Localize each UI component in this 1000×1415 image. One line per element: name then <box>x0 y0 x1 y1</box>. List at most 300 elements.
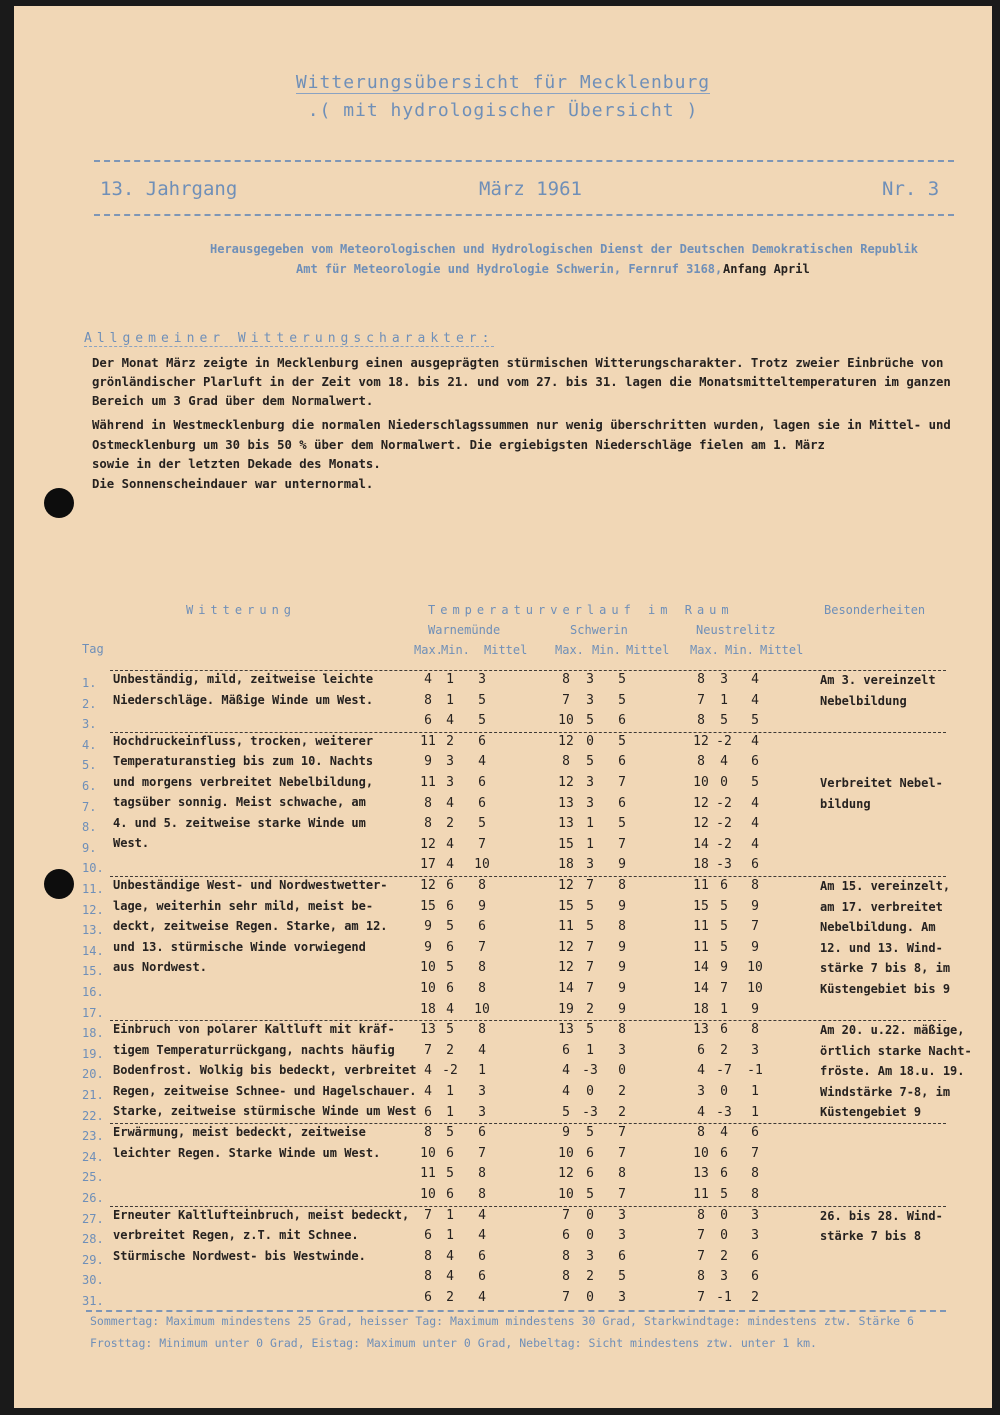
group-separator <box>110 876 946 877</box>
temp-value: 8 <box>751 878 759 893</box>
besonderheit-line: 26. bis 28. Wind- <box>820 1208 943 1223</box>
temp-value: 7 <box>697 1248 705 1264</box>
temp-value: 8 <box>424 816 432 832</box>
temp-value: 5 <box>446 960 454 976</box>
day-label: 17. <box>82 1005 104 1020</box>
temp-value: 6 <box>751 1125 759 1141</box>
besonderheit-line: Küstengebiet 9 <box>820 1105 922 1120</box>
temp-value: 7 <box>618 1145 626 1161</box>
temp-value: -2 <box>716 816 732 832</box>
temp-value: 12 <box>420 836 436 852</box>
temp-value: 6 <box>720 1145 728 1161</box>
temp-value: 6 <box>751 1269 759 1285</box>
temp-value: 8 <box>562 1248 570 1264</box>
besonderheit-line: Nebelbildung <box>820 693 907 708</box>
temp-value: 7 <box>586 960 594 976</box>
day-label: 23. <box>82 1129 104 1144</box>
temp-value: 8 <box>478 878 486 893</box>
temp-value: 0 <box>586 1084 594 1099</box>
temp-value: 7 <box>618 1125 626 1141</box>
temp-value: 1 <box>720 692 728 708</box>
publisher-line-1: Herausgegeben vom Meteorologischen und Hydrologischen Dienst der Deutschen Demokratischen Republik <box>210 242 919 256</box>
temp-value: 5 <box>618 816 626 832</box>
temp-value: 14 <box>693 981 709 996</box>
punch-hole <box>44 869 74 899</box>
temp-value: 6 <box>720 1022 728 1038</box>
subcol-min: Min. <box>441 643 470 657</box>
col-witterung: Witterung <box>186 603 297 617</box>
temp-value: 3 <box>751 1042 759 1058</box>
temp-value: 5 <box>446 1166 454 1182</box>
temp-value: 7 <box>586 939 594 955</box>
temp-value: 3 <box>618 1207 626 1223</box>
temp-value: 9 <box>424 754 432 770</box>
temp-value: 3 <box>751 1228 759 1244</box>
day-label: 19. <box>82 1046 104 1061</box>
temp-value: 9 <box>424 919 432 935</box>
temp-value: 5 <box>720 1187 728 1202</box>
temp-value: 6 <box>446 981 454 996</box>
temp-value: 3 <box>586 795 594 811</box>
temp-value: 6 <box>424 1228 432 1244</box>
day-label: 31. <box>82 1294 104 1308</box>
weather-description-line: West. <box>113 836 150 851</box>
temp-value: 7 <box>697 1228 705 1244</box>
general-line: grönländischer Plarluft in der Zeit vom 18. bis 21. und vom 27. bis 31. lagen die Monatsmitteltemperaturen im ganzen <box>92 375 951 389</box>
temp-value: 8 <box>697 1207 705 1223</box>
temp-value: 18 <box>420 1001 436 1017</box>
day-label: 30. <box>82 1273 104 1288</box>
besonderheit-line: örtlich starke Nacht- <box>820 1043 972 1058</box>
temp-value: 10 <box>747 960 763 976</box>
weather-description-line: lage, weiterhin sehr mild, meist be- <box>113 898 374 913</box>
col-tag: Tag <box>82 642 104 656</box>
temp-value: 8 <box>562 672 570 687</box>
temp-value: 4 <box>751 672 759 687</box>
temp-value: -2 <box>716 836 732 852</box>
temp-value: 8 <box>478 1022 486 1038</box>
temp-value: 3 <box>446 754 454 770</box>
temp-value: 13 <box>558 1022 574 1038</box>
temp-value: 4 <box>424 1063 432 1079</box>
temp-value: 7 <box>562 1207 570 1223</box>
day-label: 5. <box>82 758 97 773</box>
temp-value: 7 <box>424 1042 432 1058</box>
temp-value: 2 <box>618 1104 626 1120</box>
temp-value: 9 <box>618 981 626 996</box>
temp-value: 10 <box>420 981 436 996</box>
temp-value: 6 <box>478 1248 486 1264</box>
temp-value: 8 <box>697 713 705 729</box>
temp-value: 4 <box>751 795 759 811</box>
temp-value: 7 <box>720 981 728 996</box>
temp-value: 3 <box>446 775 454 790</box>
temp-value: 15 <box>558 836 574 852</box>
temp-value: 4 <box>697 1104 705 1120</box>
temp-value: 10 <box>693 1145 709 1161</box>
temp-value: 2 <box>751 1290 759 1305</box>
temp-value: 4 <box>478 1290 486 1305</box>
day-label: 4. <box>82 737 97 752</box>
subcol-min: Min. <box>592 643 621 657</box>
temp-value: 8 <box>618 878 626 893</box>
publisher-line-2: Amt für Meteorologie und Hydrologie Schwerin, Fernruf 3168, <box>296 262 723 276</box>
temp-value: 8 <box>697 754 705 770</box>
station-neustrelitz: Neustrelitz <box>696 623 776 637</box>
temp-value: 5 <box>618 672 626 687</box>
temp-value: 9 <box>618 1001 626 1017</box>
temp-value: 5 <box>618 733 626 749</box>
temp-value: 4 <box>446 713 454 729</box>
temp-value: 1 <box>446 1104 454 1120</box>
temp-value: 2 <box>446 1290 454 1305</box>
temp-value: 5 <box>720 898 728 914</box>
temp-value: 3 <box>478 672 486 687</box>
temp-value: 5 <box>446 1022 454 1038</box>
temp-value: 4 <box>562 1084 570 1099</box>
temp-value: 18 <box>693 857 709 873</box>
temp-value: 2 <box>586 1269 594 1285</box>
footer-line-2: Frosttag: Minimum unter 0 Grad, Eistag: Maximum unter 0 Grad, Nebeltag: Sicht mindestens ztw. unter 1 km. <box>90 1336 817 1350</box>
temp-value: 5 <box>446 919 454 935</box>
temp-value: 2 <box>446 816 454 832</box>
temp-value: 11 <box>558 919 574 935</box>
temp-value: 10 <box>747 981 763 996</box>
day-label: 24. <box>82 1149 104 1164</box>
temp-value: 9 <box>751 939 759 955</box>
besonderheit-line: stärke 7 bis 8 <box>820 1229 922 1244</box>
temp-value: 4 <box>446 1248 454 1264</box>
station-warnemuende: Warnemünde <box>428 623 501 637</box>
temp-value: 9 <box>751 898 759 914</box>
temp-value: 6 <box>446 878 454 893</box>
temp-value: -3 <box>716 1104 732 1120</box>
temp-value: -2 <box>442 1063 458 1079</box>
temp-value: 3 <box>586 857 594 873</box>
temp-value: 4 <box>478 1207 486 1223</box>
temp-value: 9 <box>478 898 486 914</box>
subcol-mittel: Mittel <box>760 643 804 657</box>
temp-value: 7 <box>618 836 626 852</box>
temp-value: 4 <box>720 754 728 770</box>
weather-description-line: und morgens verbreitet Nebelbildung, <box>113 774 374 789</box>
temp-value: 13 <box>693 1166 709 1182</box>
temp-value: 6 <box>618 1248 626 1264</box>
temp-value: 6 <box>618 795 626 811</box>
temp-value: 6 <box>562 1042 570 1058</box>
temp-value: 10 <box>420 1145 436 1161</box>
temp-value: 5 <box>586 898 594 914</box>
temp-value: 0 <box>720 775 728 790</box>
temp-value: 11 <box>693 919 709 935</box>
weather-description-line: verbreitet Regen, z.T. mit Schnee. <box>113 1228 359 1243</box>
temp-value: 14 <box>693 960 709 976</box>
temp-value: -3 <box>582 1104 598 1120</box>
temp-value: 5 <box>720 939 728 955</box>
temp-value: 0 <box>720 1084 728 1099</box>
punch-hole <box>44 488 74 518</box>
besonderheit-line: Verbreitet Nebel- <box>820 776 943 790</box>
temp-value: 1 <box>446 672 454 687</box>
temp-value: 8 <box>618 919 626 935</box>
temp-value: 7 <box>697 692 705 708</box>
temp-value: 15 <box>693 898 709 914</box>
temp-value: 5 <box>586 713 594 729</box>
temp-value: 3 <box>720 1269 728 1285</box>
weather-description-line: Regen, zeitweise Schnee- und Hagelschauer. <box>113 1083 417 1098</box>
temp-value: 12 <box>693 816 709 832</box>
temp-value: 3 <box>751 1207 759 1223</box>
besonderheit-line: stärke 7 bis 8, im <box>820 961 951 975</box>
temp-value: -3 <box>582 1063 598 1079</box>
temp-value: 12 <box>558 878 574 893</box>
temp-value: 4 <box>446 795 454 811</box>
document-subtitle: .( mit hydrologischer Übersicht ) <box>307 100 699 121</box>
temp-value: 4 <box>446 1001 454 1017</box>
temp-value: 1 <box>720 1001 728 1017</box>
temp-value: 8 <box>424 795 432 811</box>
station-schwerin: Schwerin <box>570 623 628 637</box>
temp-value: 11 <box>693 939 709 955</box>
temp-value: 3 <box>586 1248 594 1264</box>
group-separator <box>110 1123 946 1124</box>
temp-value: 4 <box>424 672 432 687</box>
day-label: 21. <box>82 1088 104 1102</box>
temp-value: 5 <box>586 1125 594 1141</box>
temp-value: 6 <box>478 1269 486 1285</box>
temp-value: 6 <box>424 713 432 729</box>
temp-value: 4 <box>697 1063 705 1079</box>
temp-value: 3 <box>586 672 594 687</box>
weather-description-line: deckt, zeitweise Regen. Starke, am 12. <box>113 919 388 933</box>
group-separator <box>110 670 946 671</box>
temp-value: 13 <box>558 816 574 832</box>
temp-value: 4 <box>478 1228 486 1244</box>
day-label: 7. <box>82 799 97 814</box>
weather-description-line: leichter Regen. Starke Winde um West. <box>113 1145 381 1160</box>
temp-value: 8 <box>751 1187 759 1202</box>
day-label: 3. <box>82 717 97 732</box>
day-label: 1. <box>82 676 97 690</box>
temp-value: 12 <box>558 960 574 976</box>
temp-value: 9 <box>618 939 626 955</box>
subcol-mittel: Mittel <box>484 643 528 657</box>
temp-value: 1 <box>586 836 594 852</box>
document-title: Witterungsübersicht für Mecklenburg <box>295 72 711 93</box>
issue-date: Anfang April <box>723 262 810 276</box>
temp-value: 5 <box>720 713 728 729</box>
temp-value: 5 <box>586 919 594 935</box>
weather-description-line: Niederschläge. Mäßige Winde um West. <box>113 692 374 707</box>
divider <box>94 214 954 216</box>
besonderheit-line: bildung <box>820 796 871 811</box>
temp-value: 1 <box>586 1042 594 1058</box>
temp-value: 18 <box>693 1001 709 1017</box>
general-heading: Allgemeiner Witterungscharakter: <box>84 331 495 346</box>
temp-value: 3 <box>618 1290 626 1305</box>
weather-description-line: Erneuter Kaltlufteinbruch, meist bedeckt, <box>113 1207 410 1222</box>
general-line: sowie in der letzten Dekade des Monats. <box>92 457 381 471</box>
temp-value: 8 <box>751 1166 759 1182</box>
temp-value: 1 <box>751 1084 759 1099</box>
general-line: Während in Westmecklenburg die normalen Niederschlagssummen nur wenig überschritten wurden, lagen sie in Mittel- und <box>92 418 951 432</box>
temp-value: 8 <box>562 1269 570 1285</box>
temp-value: 9 <box>618 960 626 976</box>
subcol-max: Max. <box>414 643 443 657</box>
col-besonderheiten: Besonderheiten <box>824 603 926 617</box>
temp-value: 6 <box>562 1228 570 1244</box>
temp-value: 12 <box>558 939 574 955</box>
temp-value: 6 <box>424 1104 432 1120</box>
temp-value: 3 <box>618 1228 626 1244</box>
temp-value: 11 <box>420 775 436 790</box>
general-line: Bereich um 3 Grad über dem Normalwert. <box>92 394 374 408</box>
temp-value: 1 <box>446 692 454 708</box>
temp-value: 8 <box>424 1269 432 1285</box>
weather-description-line: Unbeständig, mild, zeitweise leichte <box>113 672 374 686</box>
temp-value: 0 <box>586 1290 594 1305</box>
temp-value: 8 <box>697 1269 705 1285</box>
subcol-min: Min. <box>725 643 754 657</box>
temp-value: 5 <box>618 1269 626 1285</box>
issue-number: Nr. 3 <box>882 178 940 200</box>
temp-value: 12 <box>693 733 709 749</box>
divider <box>86 1310 946 1312</box>
temp-value: 8 <box>751 1022 759 1038</box>
temp-value: 4 <box>562 1063 570 1079</box>
temp-value: 2 <box>446 733 454 749</box>
temp-value: 12 <box>420 878 436 893</box>
temp-value: 7 <box>751 1145 759 1161</box>
temp-value: 4 <box>751 733 759 749</box>
weather-description-line: tigem Temperaturrückgang, nachts häufig <box>113 1042 395 1057</box>
temp-value: 7 <box>478 939 486 955</box>
temp-value: 0 <box>586 1228 594 1244</box>
group-separator <box>110 1020 946 1021</box>
temp-value: 5 <box>478 816 486 832</box>
temp-value: 6 <box>478 733 486 749</box>
divider <box>94 160 954 162</box>
day-label: 6. <box>82 779 97 793</box>
weather-description-line: 4. und 5. zeitweise starke Winde um <box>113 815 366 830</box>
temp-value: 11 <box>693 878 709 893</box>
temp-value: 8 <box>618 1022 626 1038</box>
day-label: 9. <box>82 840 97 855</box>
temp-value: 6 <box>751 1248 759 1264</box>
temp-value: 13 <box>558 795 574 811</box>
temp-value: 13 <box>693 1022 709 1038</box>
temp-value: 8 <box>478 960 486 976</box>
day-label: 12. <box>82 902 104 917</box>
document-page <box>14 6 992 1408</box>
temp-value: 10 <box>558 713 574 729</box>
general-line: Ostmecklenburg um 30 bis 50 % über dem Normalwert. Die ergiebigsten Niederschläge fielen am 1. März <box>92 438 825 452</box>
subcol-mittel: Mittel <box>626 643 670 657</box>
temp-value: 5 <box>751 713 759 729</box>
temp-value: 8 <box>697 672 705 687</box>
temp-value: 1 <box>446 1228 454 1244</box>
day-label: 20. <box>82 1067 104 1082</box>
temp-value: 12 <box>558 1166 574 1182</box>
temp-value: 19 <box>558 1001 574 1017</box>
temp-value: 2 <box>720 1248 728 1264</box>
temp-value: 5 <box>586 1187 594 1202</box>
temp-value: 7 <box>562 1290 570 1305</box>
temp-value: 1 <box>478 1063 486 1079</box>
temp-value: 12 <box>558 775 574 790</box>
group-separator <box>110 732 946 733</box>
weather-description-line: und 13. stürmische Winde vorwiegend <box>113 939 366 954</box>
temp-value: 15 <box>558 898 574 914</box>
temp-value: 6 <box>446 1187 454 1202</box>
temp-value: 6 <box>478 795 486 811</box>
temp-value: -2 <box>716 733 732 749</box>
temp-value: 4 <box>424 1084 432 1099</box>
day-label: 25. <box>82 1170 104 1185</box>
temp-value: 7 <box>618 775 626 790</box>
temp-value: 8 <box>478 981 486 996</box>
temp-value: 10 <box>558 1187 574 1202</box>
day-label: 11. <box>82 882 104 896</box>
temp-value: 8 <box>424 1125 432 1141</box>
temp-value: 6 <box>751 754 759 770</box>
besonderheit-line: Küstengebiet bis 9 <box>820 981 951 996</box>
temp-value: 12 <box>558 733 574 749</box>
temp-value: 6 <box>424 1290 432 1305</box>
temp-value: 8 <box>478 1187 486 1202</box>
day-label: 29. <box>82 1252 104 1267</box>
temp-value: 6 <box>446 898 454 914</box>
temp-value: 11 <box>420 1166 436 1182</box>
temp-value: -2 <box>716 795 732 811</box>
temp-value: 6 <box>618 713 626 729</box>
temp-value: 10 <box>558 1145 574 1161</box>
temp-value: 7 <box>586 878 594 893</box>
temp-value: 10 <box>420 960 436 976</box>
temp-value: 3 <box>697 1084 705 1099</box>
temp-value: 0 <box>618 1063 626 1079</box>
temp-value: 6 <box>446 939 454 955</box>
temp-value: 6 <box>586 1145 594 1161</box>
temp-value: 9 <box>751 1001 759 1017</box>
weather-description-line: tagsüber sonnig. Meist schwache, am <box>113 795 366 810</box>
temp-value: 4 <box>446 836 454 852</box>
temp-value: 9 <box>424 939 432 955</box>
temp-value: 8 <box>697 1125 705 1141</box>
besonderheit-line: Am 15. vereinzelt, <box>820 879 951 893</box>
temp-value: 3 <box>720 672 728 687</box>
temp-value: 4 <box>478 1042 486 1058</box>
day-label: 16. <box>82 985 104 999</box>
temp-value: 14 <box>693 836 709 852</box>
weather-description-line: Hochdruckeinfluss, trocken, weiterer <box>113 733 374 748</box>
besonderheit-line: Am 20. u.22. mäßige, <box>820 1023 965 1038</box>
day-label: 22. <box>82 1108 104 1123</box>
weather-description-line: Starke, zeitweise stürmische Winde um West <box>113 1104 417 1119</box>
temp-value: 0 <box>720 1207 728 1223</box>
general-line: Die Sonnenscheindauer war unternormal. <box>92 477 374 491</box>
temp-value: 6 <box>586 1166 594 1182</box>
weather-description-line: Stürmische Nordwest- bis Westwinde. <box>113 1248 366 1263</box>
temp-value: 14 <box>558 981 574 996</box>
temp-value: 7 <box>586 981 594 996</box>
temp-value: 4 <box>751 836 759 852</box>
besonderheit-line: 12. und 13. Wind- <box>820 940 943 955</box>
temp-value: 6 <box>478 919 486 935</box>
temp-value: 4 <box>446 1269 454 1285</box>
jahrgang: 13. Jahrgang <box>100 178 238 200</box>
day-label: 14. <box>82 943 104 958</box>
